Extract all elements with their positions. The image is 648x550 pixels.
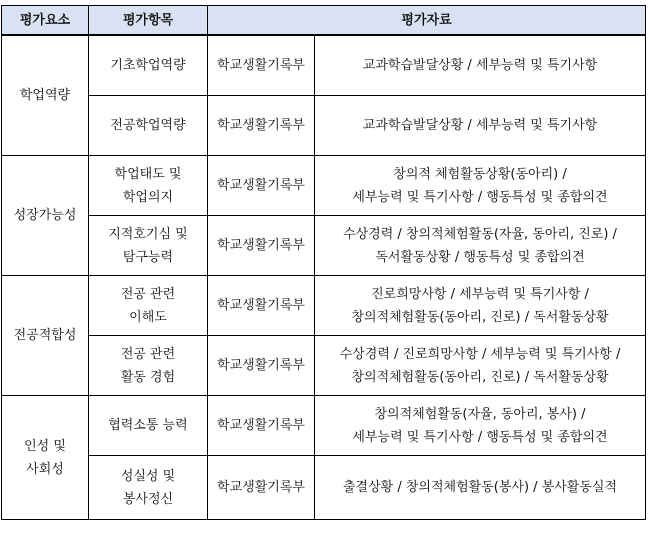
- evaluation-material-cell: [315, 96, 646, 156]
- evaluation-material-cell: [315, 396, 646, 456]
- evaluation-item-cell: [89, 216, 208, 276]
- table-row: [2, 216, 646, 276]
- evaluation-material-cell: [315, 336, 646, 396]
- header-material: 평가자료: [208, 6, 646, 36]
- source-document-cell: 학교생활기록부: [208, 156, 315, 216]
- evaluation-material-text: 창의적 체험활동상황(동아리) /: [393, 166, 567, 182]
- evaluation-item-text: 전공 관련: [120, 346, 176, 362]
- evaluation-item-text: 봉사정신: [122, 491, 174, 507]
- evaluation-element-cell: [2, 276, 89, 396]
- evaluation-material-cell: [315, 456, 646, 520]
- source-document-cell: 학교생활기록부: [208, 35, 315, 96]
- evaluation-item-cell: [89, 456, 208, 520]
- evaluation-item-text: 전공학업역량: [110, 118, 186, 133]
- evaluation-material-text: 수상경력 / 진로희망사항 / 세부능력 및 특기사항 /: [339, 346, 621, 362]
- evaluation-item-cell: [89, 276, 208, 336]
- evaluation-material-text: 세부능력 및 특기사항 / 행동특성 및 종합의견: [352, 429, 608, 445]
- evaluation-material-text: 교과학습발달상황 / 세부능력 및 특기사항: [362, 58, 598, 73]
- table-row: [2, 276, 646, 336]
- evaluation-material-cell: [315, 276, 646, 336]
- evaluation-element-text: 전공적합성: [13, 328, 77, 343]
- evaluation-item-cell: [89, 336, 208, 396]
- table-row: [2, 336, 646, 396]
- header-element: 평가요소: [2, 6, 89, 36]
- evaluation-item-text: 학업태도 및: [114, 166, 182, 182]
- table-row: [2, 156, 646, 216]
- table-row: [2, 396, 646, 456]
- table-row: [2, 456, 646, 520]
- header-item: 평가항목: [89, 6, 208, 36]
- evaluation-material-text: 수상경력 / 창의적체험활동(자율, 동아리, 진로) /: [343, 226, 617, 242]
- evaluation-material-cell: [315, 156, 646, 216]
- evaluation-item-cell: [89, 156, 208, 216]
- evaluation-item-text: 전공 관련: [120, 286, 176, 302]
- evaluation-material-text: 독서활동상황 / 행동특성 및 종합의견: [375, 249, 585, 265]
- header-row: [2, 6, 646, 36]
- evaluation-item-cell: [89, 396, 208, 456]
- evaluation-item-cell: [89, 96, 208, 156]
- evaluation-item-text: 활동 경험: [120, 369, 176, 385]
- evaluation-item-text: 학업의지: [122, 189, 174, 205]
- evaluation-material-text: 창의적체험활동(동아리, 진로) / 독서활동상황: [351, 369, 609, 385]
- evaluation-item-text: 탐구능력: [122, 249, 174, 265]
- evaluation-element-cell: [2, 156, 89, 276]
- evaluation-material-text: 창의적체험활동(자율, 동아리, 봉사) /: [374, 406, 586, 422]
- evaluation-item-text: 기초학업역량: [110, 58, 186, 73]
- evaluation-item-text: 성실성 및: [120, 468, 176, 484]
- source-document-cell: 학교생활기록부: [208, 396, 315, 456]
- evaluation-element-text: 사회성: [26, 461, 64, 477]
- evaluation-item-text: 협력소통 능력: [108, 418, 188, 433]
- evaluation-material-text: 출결상황 / 창의적체험활동(봉사) / 봉사활동실적: [342, 480, 618, 495]
- table-row: [2, 96, 646, 156]
- evaluation-item-text: 지적호기심 및: [108, 226, 188, 242]
- evaluation-table: [1, 5, 646, 520]
- evaluation-material-text: 창의적체험활동(동아리, 진로) / 독서활동상황: [351, 309, 609, 325]
- source-document-cell: 학교생활기록부: [208, 276, 315, 336]
- evaluation-element-cell: [2, 396, 89, 520]
- source-document-cell: 학교생활기록부: [208, 216, 315, 276]
- evaluation-material-text: 교과학습발달상황 / 세부능력 및 특기사항: [362, 118, 598, 133]
- evaluation-material-cell: [315, 35, 646, 96]
- table-row: [2, 35, 646, 96]
- evaluation-element-text: 학업역량: [19, 88, 71, 103]
- evaluation-item-cell: [89, 35, 208, 96]
- evaluation-material-cell: [315, 216, 646, 276]
- evaluation-material-text: 진로희망사항 / 세부능력 및 특기사항 /: [371, 286, 589, 302]
- evaluation-element-text: 인성 및: [24, 438, 66, 454]
- evaluation-element-cell: [2, 35, 89, 156]
- evaluation-element-text: 성장가능성: [13, 208, 77, 223]
- evaluation-material-text: 세부능력 및 특기사항 / 행동특성 및 종합의견: [352, 189, 608, 205]
- source-document-cell: 학교생활기록부: [208, 336, 315, 396]
- source-document-cell: 학교생활기록부: [208, 96, 315, 156]
- evaluation-item-text: 이해도: [129, 309, 167, 325]
- source-document-cell: 학교생활기록부: [208, 456, 315, 520]
